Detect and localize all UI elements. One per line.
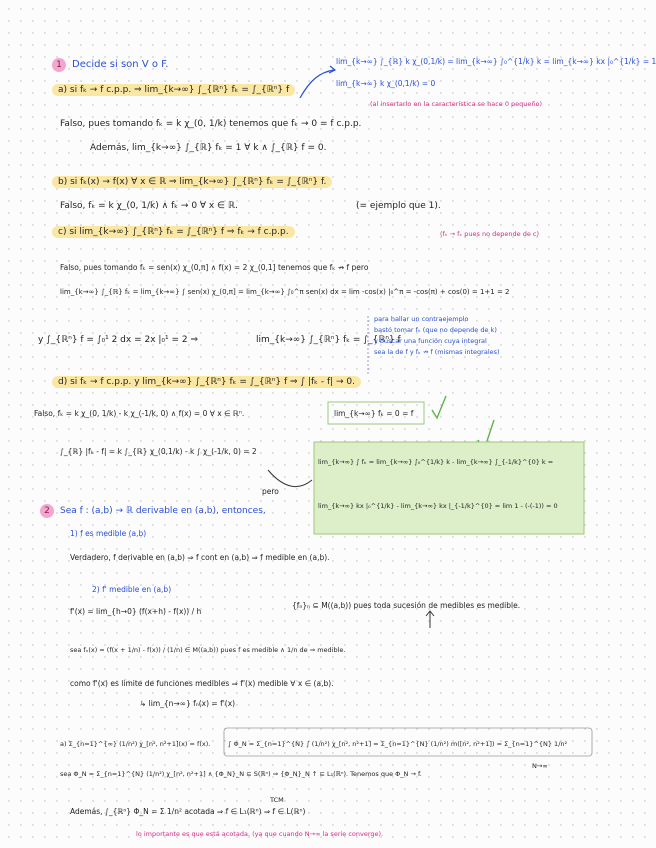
- answer-b: Falso, fₖ = k χ_(0, 1/k) ∧ fₖ → 0 ∀ x ∈ ℝ.: [60, 201, 238, 211]
- green-line-1: lim_{k→∞} ∫ fₖ = lim_{k→∞} ∫₀^{1/k} k - lim_{k→∞} ∫_{-1/k}^{0} k =: [318, 458, 554, 466]
- answer-a: Falso, pues tomando fₖ = k χ_(0, 1/k) tenemos que fₖ → 0 = f c.p.p.: [60, 119, 362, 129]
- note-line: y buscar una función cuya integral: [374, 337, 487, 345]
- side-note-pink: (al insertarlo en la característica se hace 0 pequeño): [370, 100, 543, 108]
- s3-ademas: Además, ∫_{ℝⁿ} Φ_N = Σ 1/n² acotada ⇒ f ∈ L₁(ℝⁿ) ⇒ f ∈ L(ℝⁿ): [70, 807, 306, 816]
- green-line-2: lim_{k→∞} kx |₀^{1/k} - lim_{k→∞} kx |_{-1/k}^{0} = lim 1 - (-(-1)) = 0: [318, 502, 558, 510]
- note-line: bastó tomar fₖ (que no depende de k): [374, 326, 497, 334]
- statement-c: c) si lim_{k→∞} ∫_{ℝⁿ} fₖ = ∫_{ℝⁿ} f ⇒ fₖ → f c.p.p.: [52, 226, 295, 238]
- p2-sea: sea fₙ(x) = (f(x + 1/n) - f(x)) / (1/n) ∈ M((a,b)) pues f es medible ∧ 1/n de ⇒ medible.: [70, 646, 346, 654]
- p2-def: f'(x) = lim_{h→0} (f(x+h) - f(x)) / h: [70, 607, 202, 616]
- statement-b: b) si fₖ(x) → f(x) ∀ x ∈ ℝ ⇒ lim_{k→∞} ∫_{ℝⁿ} fₖ = ∫_{ℝⁿ} f.: [52, 176, 332, 188]
- section1-heading: [52, 58, 168, 72]
- section-badge: 1: [52, 58, 66, 72]
- pero-d: pero: [262, 487, 279, 496]
- p2-title: 2) f' medible en (a,b): [92, 585, 172, 594]
- line3-left-c: y ∫_{ℝⁿ} f = ∫₀¹ 2 dx = 2x |₀¹ = 2 ⇒: [38, 335, 199, 345]
- statement-a: a) si fₖ → f c.p.p. ⇒ lim_{k→∞} ∫_{ℝⁿ} fₖ = ∫_{ℝⁿ} f: [52, 84, 295, 96]
- s3-tcm: TCM: [270, 796, 284, 804]
- side-calc-1: lim_{k→∞} ∫_{ℝ} k χ_(0,1/k) = lim_{k→∞} ∫₀^{1/k} k = lim_{k→∞} kx |₀^{1/k} = 1: [336, 57, 656, 66]
- p2-right: {fₙ}ₙ ⊆ M((a,b)) pues toda sucesión de medibles es medible.: [292, 601, 521, 610]
- limit-box-d: lim_{k→∞} fₖ = 0 = f: [334, 409, 414, 418]
- note-line: para hallar un contraejemplo: [374, 315, 469, 323]
- section-title: Sea f : (a,b) → ℝ derivable en (a,b), entonces,: [60, 506, 266, 516]
- s3-a-right: ∫ Φ_N = Σ_{n=1}^{N} ∫ (1/n²) χ_[n², n²+1] = Σ_{n=1}^{N} (1/n²) m([n², n²+1]) = Σ_{n=1}^{N} 1/n²: [228, 740, 568, 748]
- side-note-c: (fₖ → fₖ pues no depende de c): [440, 230, 540, 238]
- s3-nota: lo importante es que está acotada. (ya que cuando N→∞ la serie converge).: [136, 830, 384, 838]
- answer-d: Falso, fₖ = k χ_(0, 1/k) - k χ_(-1/k, 0) ∧ f(x) = 0 ∀ x ∈ ℝⁿ.: [34, 409, 245, 418]
- s3-a-left: a) Σ_{n=1}^{∞} (1/n²) χ_[n², n²+1](x) = f(x).: [60, 740, 211, 748]
- side-calc-2: lim_{k→∞} k χ_(0,1/k) = 0: [336, 79, 436, 88]
- ref-b: (= ejemplo que 1).: [356, 201, 441, 211]
- p2-como: como f'(x) es límite de funciones medibles ⇒ f'(x) medible ∀ x ∈ (a,b).: [70, 679, 334, 688]
- note-list-c: [374, 314, 500, 358]
- statement-d: d) si fₖ → f c.p.p. y lim_{k→∞} ∫_{ℝⁿ} fₖ = ∫_{ℝⁿ} f ⇒ ∫ |fₖ - f| → 0.: [52, 376, 361, 388]
- section-title: Decide si son V o F.: [72, 59, 169, 70]
- s3-sea: sea Φ_N = Σ_{n=1}^{N} (1/n²) χ_[n², n²+1] ∧ {Φ_N}_N ⊆ S(ℝⁿ) ⇒ {Φ_N}_N ↑ ⊆ L₁(ℝⁿ). Tenemos que Φ_N → f.: [60, 770, 422, 778]
- section2-heading: [40, 504, 266, 518]
- line1-c: Falso, pues tomando fₖ = sen(x) χ_(0,π] ∧ f(x) = 2 χ_(0,1] tenemos que fₖ ↛ f pero: [60, 263, 369, 272]
- section-badge: 2: [40, 504, 54, 518]
- ademas-a: Además, lim_{k→∞} ∫_{ℝ} fₖ = 1 ∀ k ∧ ∫_{ℝ} f = 0.: [90, 143, 327, 153]
- line3-right-c: lim_{k→∞} ∫_{ℝⁿ} fₖ = ∫_{ℝⁿ} f: [256, 335, 401, 345]
- p2-lim: ↳ lim_{n→∞} fₙ(x) = f'(x): [140, 699, 236, 708]
- note-line: sea la de f y fₖ ↛ f (mismas integrales): [374, 348, 500, 356]
- abs-line-d: ∫_{ℝ} |fₖ - f| = k ∫_{ℝ} χ_(0,1/k) - k ∫ χ_(-1/k, 0) = 2: [60, 447, 257, 456]
- s3-arrow-label: N→∞: [532, 762, 548, 770]
- p1-answer: Verdadero, f derivable en (a,b) ⇒ f cont en (a,b) ⇒ f medible en (a,b).: [70, 553, 330, 562]
- line2-c: lim_{k→∞} ∫_{ℝ} fₖ = lim_{k→∞} ∫ sen(x) χ_(0,π] = lim_{k→∞} ∫₀^π sen(x) dx = lim -cos(x) |₀^π = -cos(π) + cos(0) = 1+1 = 2: [60, 288, 510, 296]
- p1-title: 1) f es medible (a,b): [70, 529, 147, 538]
